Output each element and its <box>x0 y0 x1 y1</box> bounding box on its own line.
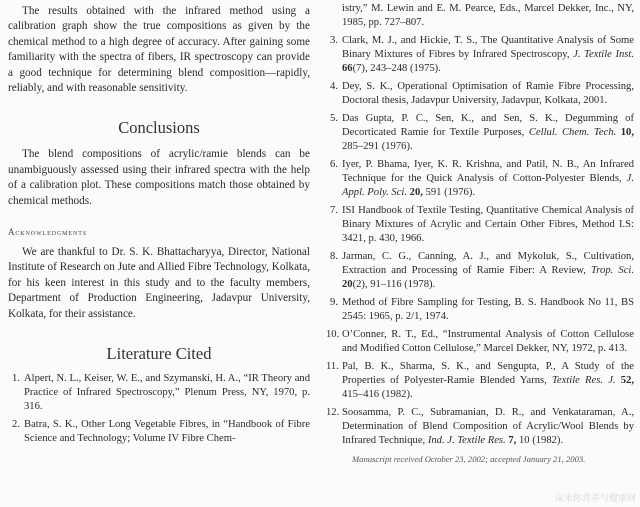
reference-list-right <box>326 2 634 448</box>
reference-item <box>8 418 310 446</box>
reference-text: ISI Handbook of Textile Testing, Quantitative Chemical Analysis of Binary Mixtures of Acrylic and Certain Other Fibres, Method I.S: 3421, p. 430, 1966. <box>342 205 634 244</box>
reference-pages: (7), 243–248 (1975). <box>352 63 441 74</box>
reference-item <box>326 296 634 324</box>
reference-number: 5. <box>330 113 338 124</box>
literature-cited-heading: Literature Cited <box>106 344 212 364</box>
volume-number: 20, <box>407 187 423 198</box>
reference-pages: 415–416 (1982). <box>342 389 413 400</box>
manuscript-note: Manuscript received October 23, 2002; accepted January 21, 2003. <box>352 454 586 464</box>
volume-number: 7, <box>505 435 517 446</box>
reference-pages: 285–291 (1976). <box>342 141 413 152</box>
reference-text: Pal, B. K., Sharma, S. K., and Sengupta, P., A Study of the Properties of Polyester-Ramie Blended Yarns, <box>342 361 634 386</box>
volume-number: 20 <box>342 279 353 290</box>
reference-text: istry,” M. Lewin and E. M. Pearce, Eds., Marcel Dekker, Inc., NY, 1985, pp. 727–807. <box>342 3 634 28</box>
volume-number: 10, <box>616 127 634 138</box>
reference-number: 3. <box>330 35 338 46</box>
journal-name: Ind. J. Textile Res. <box>427 435 506 446</box>
reference-item <box>326 204 634 246</box>
reference-number: 11. <box>326 361 339 372</box>
conclusions-paragraph: The blend compositions of acrylic/ramie blends can be unambiguously assessed using their infrared spectra with the help of a calibration plot. These compositions match those obtained by chemical methods. <box>8 148 310 207</box>
reference-number: 7. <box>330 205 338 216</box>
reference-item <box>326 34 634 76</box>
reference-pages: (2), 91–116 (1978). <box>352 279 436 290</box>
reference-text: O’Conner, R. T., Ed., “Instrumental Analysis of Cotton Cellulose and Modified Cotton Cellulose,” Marcel Dekker, NY, 1972, p. 413. <box>342 329 634 354</box>
conclusions-heading: Conclusions <box>118 118 200 138</box>
reference-text: Das Gupta, P. C., Sen, K., and Sen, S. K., Degumming of Decorticated Ramie for Textile Purposes, <box>342 113 634 138</box>
reference-text: Method of Fibre Sampling for Testing, B. S. Handbook No 11, BS 2545: 1965, p. 2/1, 1974. <box>342 297 634 322</box>
journal-name: Cellul. Chem. Tech. <box>528 127 617 138</box>
reference-text: Iyer, P. Bhama, Iyer, K. R. Krishna, and Patil, N. B., An Infrared Technique for the Quick Analysis of Cotton-Polyester Blends, <box>342 159 634 184</box>
left-column <box>8 0 310 446</box>
intro-paragraph: The results obtained with the infrared method using a calibration graph show the true compositions as given by the chemical method to a high degree of accuracy. After gaining some familiarity with the spectra of fibers, IR spectroscopy can provide a good technique for determining blend composition—rapidly, reliably, and with reasonable sensitivity. <box>8 5 310 95</box>
reference-text: Jarman, C. G., Canning, A. J., and Mykoluk, S., Cultivation, Extraction and Processing of Ramie Fiber: A Review, <box>342 251 634 276</box>
reference-number: 4. <box>330 81 338 92</box>
reference-number: 9. <box>330 297 338 308</box>
reference-number: 2. <box>12 419 20 431</box>
reference-item <box>326 158 634 200</box>
acknowledgments-heading: Acknowledgments <box>8 227 87 238</box>
reference-text: Clark, M. J., and Hickie, T. S., The Quantitative Analysis of Some Binary Mixtures of Fibres by Infrared Spectroscopy, <box>342 35 634 60</box>
journal-name: J. Textile Inst. <box>573 49 634 60</box>
reference-number: 1. <box>12 373 20 385</box>
reference-number: 12. <box>326 407 340 418</box>
journal-name: Textile Res. J. <box>552 375 616 386</box>
reference-text: Dey, S. K., Operational Optimisation of Ramie Fibre Processing, Doctoral thesis, Jadavpur University, Jadavpur, Kolkata, 2001. <box>342 81 634 106</box>
reference-pages: 10 (1982). <box>516 435 564 446</box>
reference-item <box>326 80 634 108</box>
volume-number: 52, <box>615 375 635 386</box>
reference-number: 10. <box>326 329 340 340</box>
reference-item <box>326 250 634 292</box>
reference-item <box>326 112 634 154</box>
journal-name: J. Appl. Poly. Sci. <box>342 173 634 198</box>
reference-list-left <box>8 372 310 446</box>
reference-item <box>326 360 634 402</box>
reference-text: Soosamma, P. C., Subramanian, D. R., and Venkataraman, A., Determination of Blend Composition of Acrylic/Wool Blends by Infrared Technique, <box>342 407 634 446</box>
reference-text: Alpert, N. L., Keiser, W. E., and Szymanski, H. A., “IR Theory and Practice of Infrared Spectroscopy,” Plenum Press, NY, 1970, p. 316. <box>24 373 310 413</box>
reference-pages: 591 (1976). <box>422 187 476 198</box>
reference-item <box>326 406 634 448</box>
journal-name: Trop. Sci. <box>590 265 634 276</box>
reference-item <box>8 372 310 414</box>
reference-continuation <box>326 2 634 30</box>
acknowledgments-paragraph: We are thankful to Dr. S. K. Bhattacharyya, Director, National Institute of Research on Jute and Allied Fibre Technology, Kolkata, for his keen interest in this study and to the faculty members, Department of Production Engineering, Jadavpur University, Kolkata, for their assistance. <box>8 246 310 320</box>
reference-text: Batra, S. K., Other Long Vegetable Fibres, in “Handbook of Fibre Science and Technology; Volume IV Fibre Chem- <box>24 419 310 445</box>
reference-item <box>326 328 634 356</box>
reference-number: 6. <box>330 159 338 170</box>
watermark-text: 床米你营养与健康网 <box>554 494 636 504</box>
watermark <box>555 494 636 505</box>
right-column <box>326 0 634 464</box>
reference-number: 8. <box>330 251 338 262</box>
volume-number: 66 <box>342 63 353 74</box>
